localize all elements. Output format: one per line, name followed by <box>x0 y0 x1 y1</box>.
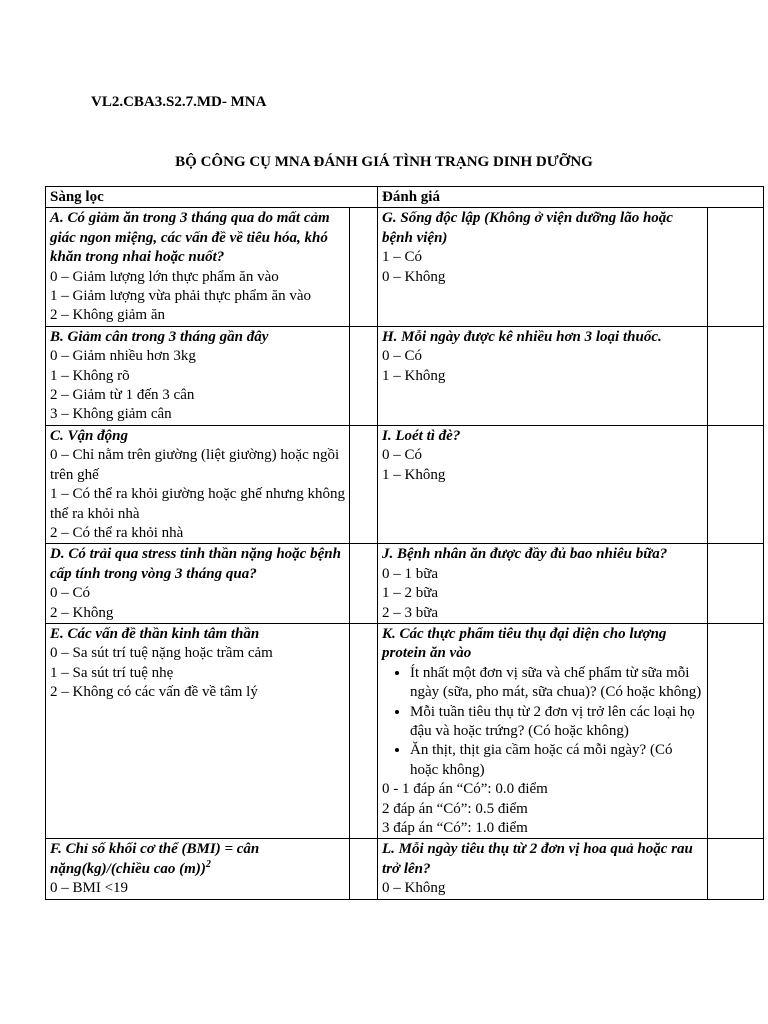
option: 1 – Không rõ <box>50 367 130 384</box>
option: 3 – Không giảm cân <box>50 406 172 423</box>
option: 3 đáp án “Có”: 1.0 điểm <box>382 820 528 836</box>
question-d: D. Có trải qua stress tinh thần nặng hoặc bệnh cấp tính trong vòng 3 tháng qua? <box>50 546 341 582</box>
option: 0 – Không <box>382 880 446 897</box>
header-assessment: Đánh giá <box>378 187 764 208</box>
table-row <box>46 208 764 326</box>
table-row <box>46 623 764 838</box>
score-cell-c[interactable] <box>350 425 378 543</box>
score-cell-h[interactable] <box>708 326 764 425</box>
option: 0 – Có <box>50 585 91 602</box>
table-row <box>46 425 764 543</box>
option: 1 – Không <box>382 367 446 384</box>
score-cell-i[interactable] <box>708 425 764 543</box>
option: 0 – 1 bữa <box>382 565 439 582</box>
option: 2 đáp án “Có”: 0.5 điểm <box>382 800 528 817</box>
question-i: I. Loét tì đè? <box>382 427 461 444</box>
question-cell-g <box>378 208 708 326</box>
table-row <box>46 839 764 899</box>
option: 0 – Không <box>382 268 446 285</box>
score-cell-b[interactable] <box>350 326 378 425</box>
superscript: 2 <box>205 858 211 870</box>
option: 2 – 3 bữa <box>382 604 439 621</box>
option: 0 – Sa sút trí tuệ nặng hoặc trầm cảm <box>50 645 273 662</box>
option: 1 – Có thể ra khỏi giường hoặc ghế nhưng không thể ra khỏi nhà <box>50 486 345 522</box>
question-g: G. Sống độc lập (Không ở viện dưỡng lão hoặc bệnh viện) <box>382 210 673 246</box>
question-f-text: F. Chỉ số khối cơ thể (BMI) = cân nặng(kg)/(chiều cao (m)) <box>50 841 260 877</box>
question-b: B. Giảm cân trong 3 tháng gần đây <box>50 328 269 345</box>
score-cell-j[interactable] <box>708 544 764 624</box>
option: 0 – Giảm nhiều hơn 3kg <box>50 348 196 365</box>
option: 1 – Sa sút trí tuệ nhẹ <box>50 664 174 681</box>
option: 0 – Giảm lượng lớn thực phẩm ăn vào <box>50 268 279 285</box>
option: 2 – Không giảm ăn <box>50 307 165 324</box>
option: 0 – Có <box>382 447 423 464</box>
option: 0 – Chỉ nằm trên giường (liệt giường) hoặc ngồi trên ghế <box>50 447 340 483</box>
option: 1 – Có <box>382 249 423 266</box>
score-cell-k[interactable] <box>708 623 764 838</box>
document-code: VL2.CBA3.S2.7.MD- MNA <box>91 94 267 110</box>
header-row <box>46 187 764 208</box>
question-e: E. Các vấn đề thần kinh tâm thần <box>50 625 260 642</box>
table-row <box>46 326 764 425</box>
question-j: J. Bệnh nhân ăn được đầy đủ bao nhiêu bữa? <box>382 546 668 563</box>
question-a: A. Có giảm ăn trong 3 tháng qua do mất cảm giác ngon miệng, các vấn đề về tiêu hóa, khó khăn trong nhai hoặc nuốt? <box>50 210 330 266</box>
score-cell-l[interactable] <box>708 839 764 899</box>
option: 0 - 1 đáp án “Có”: 0.0 điểm <box>382 781 548 798</box>
mna-table <box>45 186 764 900</box>
table-row <box>46 544 764 624</box>
question-cell-e <box>46 623 350 838</box>
option: 2 – Không <box>50 604 114 621</box>
page-title: BỘ CÔNG CỤ MNA ĐÁNH GIÁ TÌNH TRẠNG DINH DƯỠNG <box>175 154 593 170</box>
option: 0 – BMI <19 <box>50 880 129 897</box>
question-c: C. Vận động <box>50 427 128 444</box>
question-cell-l <box>378 839 708 899</box>
score-cell-d[interactable] <box>350 544 378 624</box>
protein-bullet-list <box>382 664 703 780</box>
option: 2 – Giảm từ 1 đến 3 cân <box>50 387 195 404</box>
question-k: K. Các thực phẩm tiêu thụ đại diện cho lượng protein ăn vào <box>382 625 667 662</box>
score-cell-f[interactable] <box>350 839 378 899</box>
option: 1 – Giảm lượng vừa phải thực phẩm ăn vào <box>50 288 312 305</box>
question-cell-b <box>46 326 350 425</box>
question-l: L. Mỗi ngày tiêu thụ từ 2 đơn vị hoa quả hoặc rau trở lên? <box>382 841 693 877</box>
question-cell-a <box>46 208 350 326</box>
question-cell-i <box>378 425 708 543</box>
question-h: H. Mỗi ngày được kê nhiều hơn 3 loại thuốc. <box>382 328 662 345</box>
score-cell-e[interactable] <box>350 623 378 838</box>
option: 1 – Không <box>382 466 446 483</box>
score-cell-a[interactable] <box>350 208 378 326</box>
option: 2 – Có thể ra khỏi nhà <box>50 524 184 541</box>
question-f <box>50 840 345 879</box>
option: 2 – Không có các vấn đề về tâm lý <box>50 684 258 701</box>
question-cell-f <box>46 839 350 899</box>
question-cell-h <box>378 326 708 425</box>
list-item: • Mỗi tuần tiêu thụ từ 2 đơn vị trở lên các loại họ đậu và hoặc trứng? (Có hoặc không) <box>410 703 703 742</box>
option: 0 – Có <box>382 348 423 365</box>
question-cell-k <box>378 623 708 838</box>
header-screening: Sàng lọc <box>46 187 378 208</box>
question-cell-d <box>46 544 350 624</box>
option: 1 – 2 bữa <box>382 585 439 602</box>
list-item: • Ăn thịt, thịt gia cầm hoặc cá mỗi ngày? (Có hoặc không) <box>410 741 703 780</box>
question-cell-c <box>46 425 350 543</box>
list-item: • Ít nhất một đơn vị sữa và chế phẩm từ sữa mỗi ngày (sữa, pho mát, sữa chua)? (Có hoặc không) <box>410 664 703 703</box>
score-cell-g[interactable] <box>708 208 764 326</box>
question-cell-j <box>378 544 708 624</box>
